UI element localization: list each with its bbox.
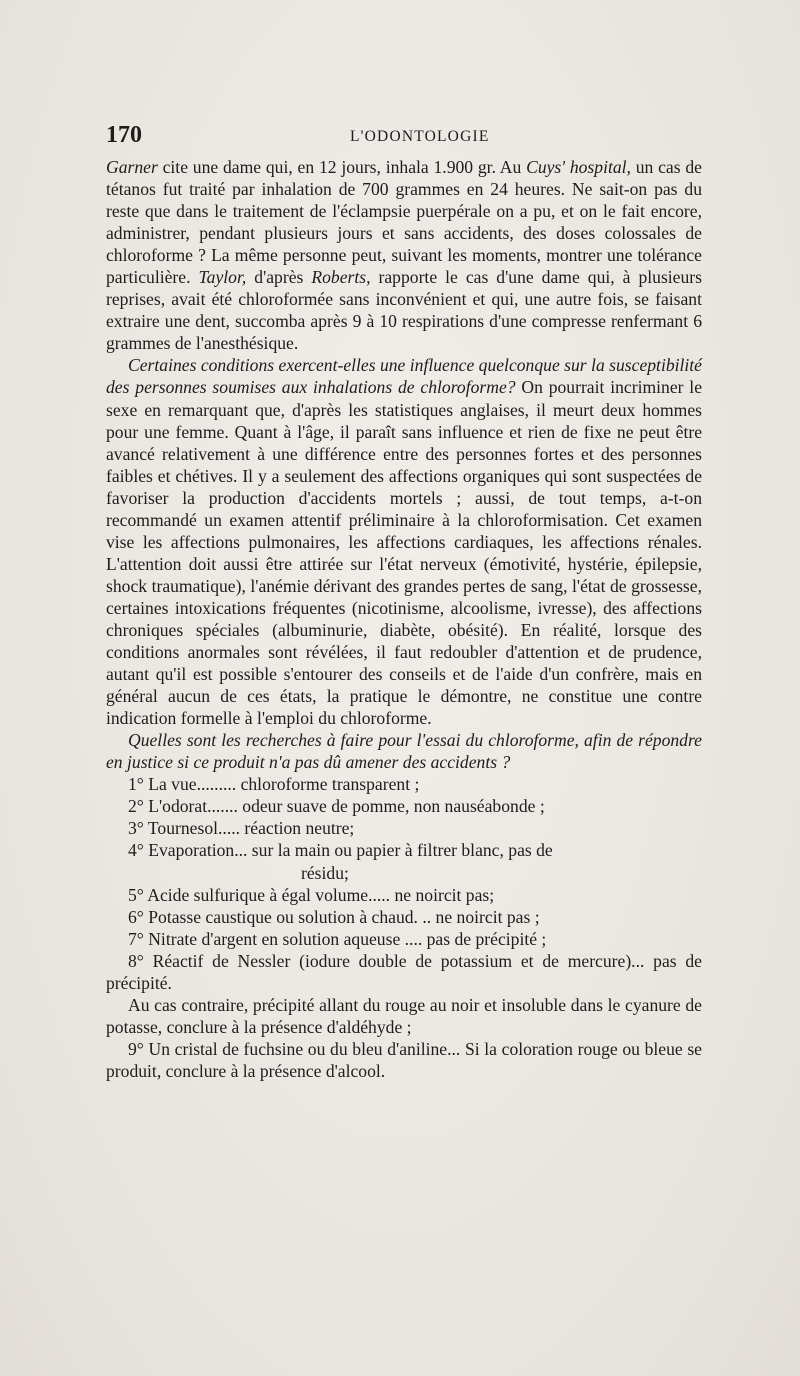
author-name: Roberts, — [311, 267, 371, 288]
body-text — [106, 156, 702, 1082]
author-name: Taylor, — [198, 267, 247, 288]
closing-paragraph: 9° Un cristal de fuchsine ou du bleu d'aniline... Si la coloration rouge ou bleue se produit, conclure à la présence d'alcool. — [106, 1038, 702, 1081]
text-run: un cas de tétanos fut traité par inhalation de 700 grammes en 24 heures. Ne sait-on pas du reste que dans le traitement de l'éclampsie puerpérale on a pu, et on le fait encore, administrer, pendant plusieurs jours et sans accidents, des doses colossales de chloroforme ? La même personne peut, suivant les moments, montrer une tolérance particulière. — [106, 157, 702, 288]
hospital-name: Cuys' hospital, — [526, 157, 631, 177]
test-item-continuation: résidu; — [301, 862, 349, 883]
author-name: Garner — [106, 157, 158, 177]
page-number: 170 — [106, 122, 142, 148]
text-run: d'après — [246, 267, 312, 288]
paragraph-2 — [106, 354, 702, 729]
test-item: 8° Réactif de Nessler (iodure double de potassium et de mercure)... pas de précipité. — [106, 950, 702, 993]
test-item: 1° La vue......... chloroforme transparent ; — [128, 774, 420, 795]
paragraph-1 — [106, 156, 702, 354]
test-item: 5° Acide sulfurique à égal volume..... ne noircit pas; — [128, 884, 495, 905]
paragraph-3-question: Quelles sont les recherches à faire pour l'essai du chloroforme, afin de répondre en justice si ce produit n'a pas dû amener des accidents ? — [106, 730, 702, 773]
test-item: 7° Nitrate d'argent en solution aqueuse .... pas de précipité ; — [128, 928, 547, 949]
test-item: 4° Evaporation... sur la main ou papier à filtrer blanc, pas de — [128, 840, 553, 861]
page-header — [106, 122, 706, 150]
test-item: 6° Potasse caustique ou solution à chaud. .. ne noircit pas ; — [128, 906, 540, 927]
test-item: 3° Tournesol..... réaction neutre; — [128, 818, 355, 839]
text-run: rapporte le cas d'une dame qui, à plusieurs reprises, avait été chloroformée sans inconvénient et qui, une autre fois, se faisant extraire une dent, succomba après 9 à 10 respirations d'une compresse renfermant 6 grammes de l'anesthésique. — [106, 267, 702, 354]
text-run: cite une dame qui, en 12 jours, inhala 1.900 gr. Au — [157, 157, 527, 177]
test-item: 2° L'odorat....... odeur suave de pomme, non nauséabonde ; — [128, 796, 545, 817]
italic-question: Certaines conditions exercent-elles une influence quelconque sur la susceptibilité des personnes soumises aux inhalations de chloroforme? — [106, 355, 702, 398]
running-title: L'ODONTOLOGIE — [350, 128, 490, 145]
closing-paragraph: Au cas contraire, précipité allant du rouge au noir et insoluble dans le cyanure de potasse, conclure à la présence d'aldéhyde ; — [106, 994, 702, 1037]
text-run: On pourrait incriminer le sexe en remarquant que, d'après les statistiques anglaises, il meurt deux hommes pour une femme. Quant à l'âge, il paraît sans influence et rien de fixe ne peut être avancé relativement à une différence entre des personnes fortes et des personnes faibles et chétives. Il y a seulement des affections organiques qui sont suspectées de favoriser la production d'accidents mortels ; aussi, de tout temps, a-t-on recommandé un examen attentif préliminaire à la chloroformisation. Cet examen vise les affections pulmonaires, les affections cardiaques, les affections rénales. L'attention doit aussi être attirée sur l'état nerveux (émotivité, hystérie, épilepsie, shock traumatique), l'anémie dérivant des grandes pertes de sang, l'état de grossesse, certaines intoxications fréquentes (nicotinisme, alcoolisme, ivresse), des affections chroniques spéciales (albuminurie, diabète, obésité). En réalité, lorsque des conditions anormales sont révélées, il faut redoubler d'attention et de prudence, autant qu'il est possible s'entourer des conseils et de l'aide d'un confrère, mais en général aucun de ces états, la pratique le démontre, ne constitue une contre indication formelle à l'emploi du chloroforme. — [106, 377, 703, 729]
